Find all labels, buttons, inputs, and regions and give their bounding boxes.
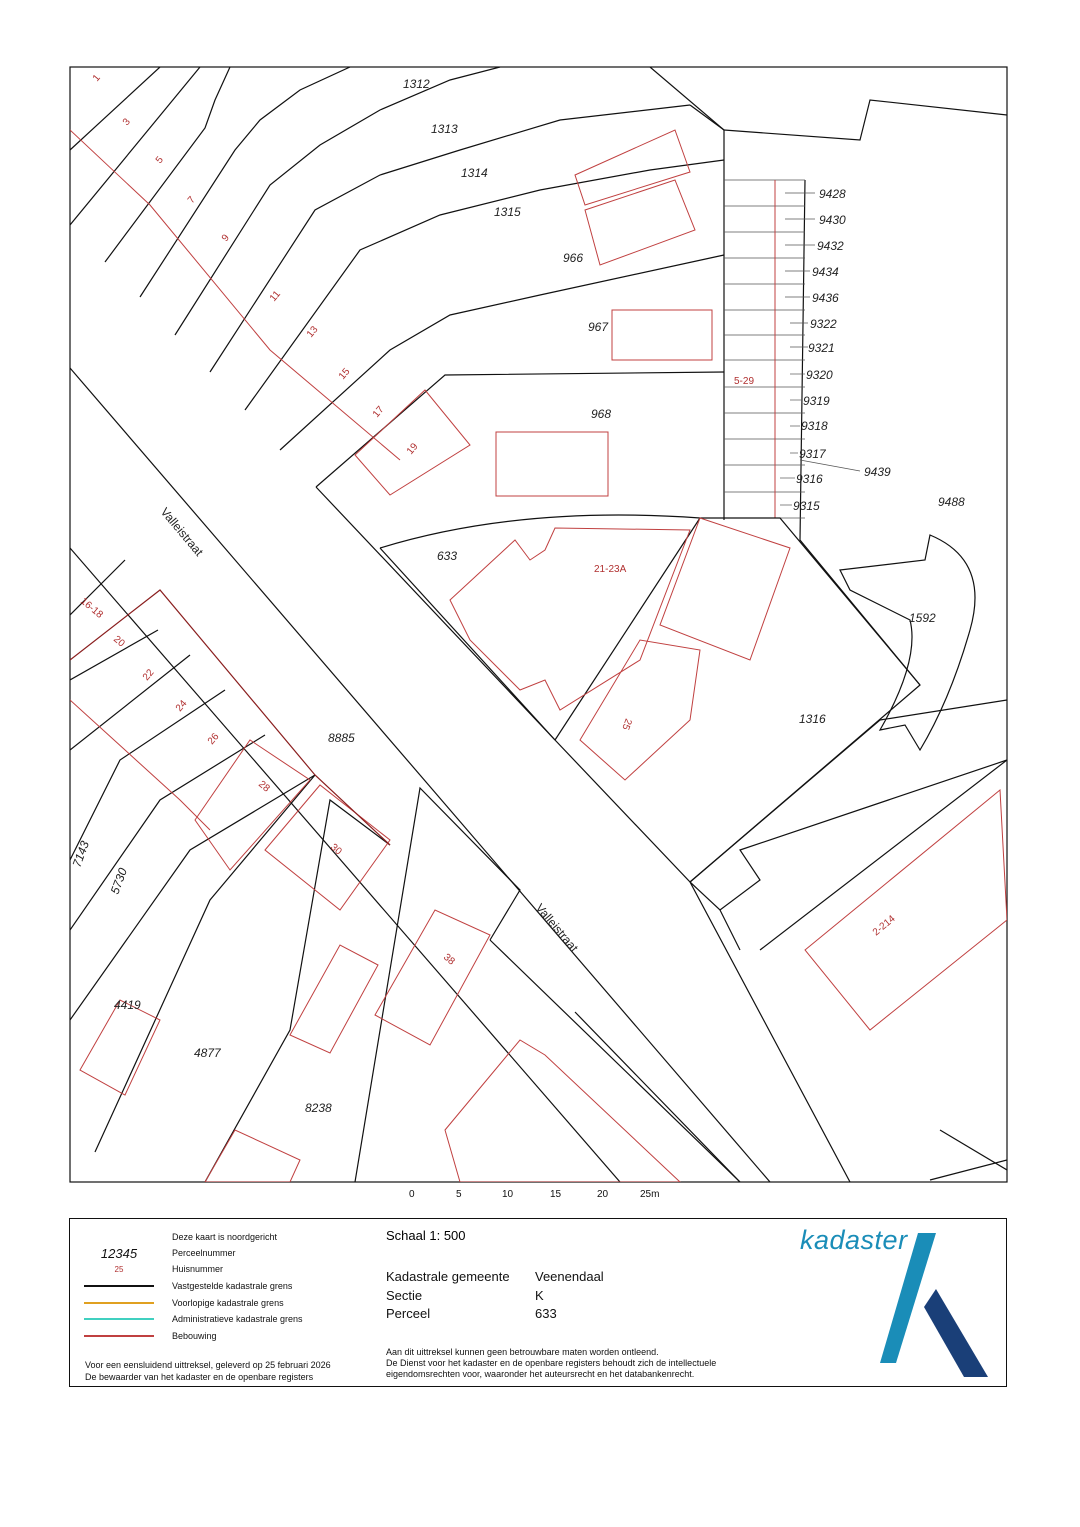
legend-house-text: Huisnummer	[172, 1264, 224, 1274]
parcel-label: 9436	[812, 291, 839, 305]
parcel-label: 4419	[114, 998, 141, 1012]
footer-line-2: De bewaarder van het kadaster en de openbare registers	[85, 1372, 314, 1382]
map-border	[70, 67, 1007, 1182]
disclaimer-line-1: Aan dit uittreksel kunnen geen betrouwbare maten worden ontleend.	[386, 1347, 659, 1357]
scale-text: Schaal 1: 500	[386, 1228, 466, 1243]
scale-tick: 20	[597, 1189, 609, 1200]
scale-tick: 0	[409, 1189, 415, 1200]
gemeente-label: Kadastrale gemeente	[386, 1269, 510, 1284]
house-number: 5	[153, 154, 166, 166]
legend-building-text: Bebouwing	[172, 1331, 217, 1341]
brand-name: kadaster	[800, 1225, 908, 1255]
parcel-label: 1316	[799, 712, 826, 726]
kadaster-logo-icon	[876, 1229, 996, 1379]
house-number: 7	[185, 194, 198, 206]
parcel-label: 5730	[107, 866, 130, 897]
house-number: 3	[120, 116, 133, 128]
legend-provisional	[84, 1295, 324, 1311]
parcel-label: 1313	[431, 122, 458, 136]
street-label: Valleistraat	[532, 900, 582, 955]
legend-boundary	[84, 1278, 324, 1294]
house-number: 13	[304, 324, 321, 340]
parcel-label: 8885	[328, 731, 355, 745]
parcel-label: 967	[588, 320, 609, 334]
parcel-label: 9488	[938, 495, 965, 509]
disclaimer-line-2: De Dienst voor het kadaster en de openbare registers behoudt zich de intellectuele	[386, 1358, 717, 1368]
gemeente-value: Veenendaal	[535, 1269, 604, 1284]
legend-parcel	[84, 1245, 324, 1261]
parcel-label: 9439	[864, 465, 891, 479]
footer-line-1: Voor een eensluidend uittreksel, geleverd op 25 februari 2026	[85, 1360, 331, 1370]
scale-bar	[409, 1189, 659, 1200]
legend-administrative-text: Administratieve kadastrale grens	[172, 1314, 303, 1324]
parcel-label: 9432	[817, 239, 844, 253]
parcel-label: 1315	[494, 205, 521, 219]
scale-tick: 15	[550, 1189, 562, 1200]
house-number: 1	[90, 72, 103, 84]
house-number: 15	[336, 366, 353, 382]
house-number: 28	[256, 778, 272, 795]
parcel-label: 9317	[799, 447, 826, 461]
disclaimer-line-3: eigendomsrechten voor, waaronder het auteursrecht en het databankenrecht.	[386, 1369, 695, 1379]
parcel-label: 968	[591, 407, 612, 421]
house-number: 5-29	[734, 376, 755, 387]
legend-house	[84, 1261, 324, 1277]
parcel-label: 966	[563, 251, 584, 265]
street-label: Valleistraat	[157, 504, 207, 559]
scale-tick: 5	[456, 1189, 462, 1200]
legend-north-text: Deze kaart is noordgericht	[172, 1232, 278, 1242]
house-number: 21-23A	[594, 564, 627, 575]
house-number: 30	[328, 841, 344, 858]
legend-administrative	[84, 1311, 324, 1327]
legend-north	[84, 1229, 324, 1245]
house-number: 25	[619, 716, 634, 732]
parcel-label: 4877	[194, 1046, 221, 1060]
parcel-label: 9316	[796, 472, 823, 486]
parcel-label: 9315	[793, 499, 820, 513]
house-number: 20	[111, 633, 127, 650]
parcel-label: 1314	[461, 166, 488, 180]
legend-parcel-text: Perceelnummer	[172, 1248, 236, 1258]
sectie-label: Sectie	[386, 1288, 423, 1303]
house-number: 22	[140, 667, 157, 683]
parcel-label: 9434	[812, 265, 839, 279]
house-number: 2-214	[870, 913, 898, 939]
parcel-label: 9319	[803, 394, 830, 408]
parcel-label: 1312	[403, 77, 430, 91]
parcel-label: 633	[437, 549, 458, 563]
house-number: 9	[219, 232, 232, 244]
sectie-value: K	[535, 1288, 544, 1303]
footer-note	[85, 1359, 385, 1383]
legend-panel	[69, 1218, 1007, 1387]
parcel-label: 9318	[801, 419, 828, 433]
house-number: 24	[173, 698, 190, 714]
house-number: 17	[370, 404, 387, 420]
house-number-sample: 25	[114, 1264, 124, 1274]
house-number: 11	[267, 288, 283, 304]
disclaimer	[386, 1347, 806, 1380]
house-number: 16-18	[78, 595, 105, 621]
parcel-label: 9321	[808, 341, 835, 355]
parcel-label: 7143	[69, 839, 92, 870]
parcel-label: 9430	[819, 213, 846, 227]
perceel-value: 633	[535, 1306, 557, 1321]
legend-boundary-text: Vastgestelde kadastrale grens	[172, 1281, 293, 1291]
parcel-label: 9322	[810, 317, 837, 331]
parcel-label: 1592	[909, 611, 936, 625]
house-number: 19	[404, 441, 421, 457]
scale-tick: 10	[502, 1189, 514, 1200]
perceel-label: Perceel	[386, 1306, 431, 1321]
scale-tick: 25m	[640, 1189, 660, 1200]
legend-building	[84, 1328, 324, 1344]
parcel-number-sample: 12345	[100, 1245, 138, 1261]
parcel-label: 9320	[806, 368, 833, 382]
parcel-label: 9428	[819, 187, 846, 201]
house-number: 26	[205, 731, 222, 747]
parcel-label: 8238	[305, 1101, 332, 1115]
legend-provisional-text: Voorlopige kadastrale grens	[172, 1298, 284, 1308]
house-number: 38	[441, 951, 457, 968]
